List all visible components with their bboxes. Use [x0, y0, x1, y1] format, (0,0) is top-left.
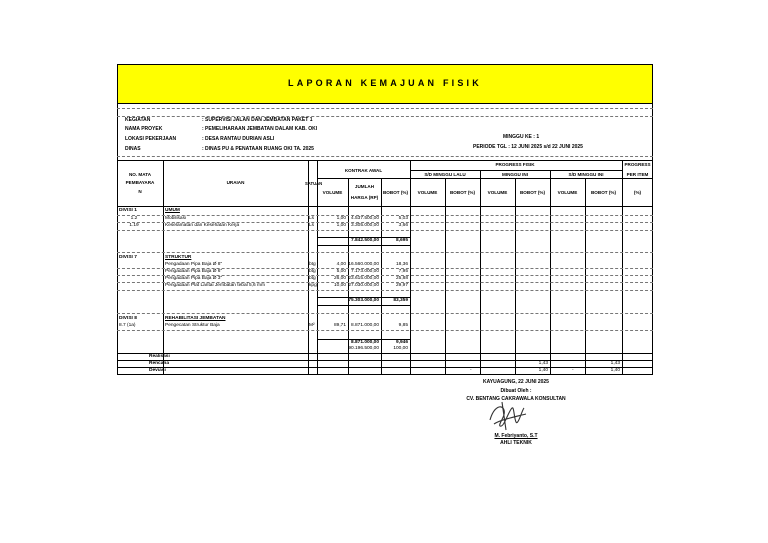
hdr-volume-lalu: VOLUME: [417, 190, 438, 195]
item-uraian: Pengadaan Pipa Baja Ø 8": [165, 262, 223, 267]
item-satuan: btg: [309, 262, 316, 267]
row-line: [117, 330, 653, 331]
row-line: [117, 313, 653, 314]
gridline: [117, 108, 653, 109]
rencana-sd-minggu-ini: 1,43: [610, 361, 620, 366]
item-volume: 1,00: [336, 216, 346, 221]
header-top-line: [117, 160, 653, 161]
col-line: [308, 160, 309, 374]
item-satuan: btg: [309, 276, 316, 281]
col-line: [550, 170, 551, 374]
item-satuan: M²: [309, 323, 315, 328]
deviasi-minggu-ini: 1,40: [538, 368, 548, 373]
hdr-volume-ini: VOLUME: [487, 190, 508, 195]
divisi7-subtotal-harga: 75.303.000,00: [348, 298, 379, 303]
signature-role: AHLI TEKNIK: [500, 440, 532, 446]
item-no: 8.7 (1a): [119, 323, 136, 328]
proyek-label: NAMA PROYEK: [125, 126, 163, 132]
hdr-bobot-ini: BOBOT (%): [519, 190, 545, 195]
item-volume: 1,00: [336, 223, 346, 228]
divisi8-no: DIVISI 8: [119, 316, 137, 321]
item-uraian: Keselamatan dan Kesehatan Kerja: [165, 223, 240, 228]
hdr-sd-minggu-lalu: S/D MINGGU LALU: [424, 172, 466, 177]
kegiatan-label: KEGIATAN: [125, 117, 151, 123]
hdr-volume-sd: VOLUME: [557, 190, 578, 195]
item-harga: 16.560.000,00: [348, 262, 379, 267]
divisi7-name: STRUKTUR: [165, 255, 192, 260]
item-uraian: Pengecatan Struktur Baja: [165, 323, 220, 328]
hdr-sd-minggu-ini: S/D MINGGU INI: [568, 172, 604, 177]
item-volume: 89,71: [333, 323, 346, 328]
subtotal-line: [317, 245, 410, 246]
hdr-progress: PROGRESS: [624, 162, 651, 167]
progress-fisik-line: [410, 170, 622, 171]
kegiatan-value: : SUPERVISI JALAN DAN JEMBATAN PAKET 1: [202, 117, 313, 123]
hdr-jumlah: JUMLAH: [354, 184, 375, 189]
divisi7-subtotal-bobot: 83,359: [393, 298, 408, 303]
item-harga: 23.615.000,00: [348, 276, 379, 281]
item-harga: 3.305.000,00: [350, 223, 379, 228]
hdr-volume: VOLUME: [322, 190, 343, 195]
item-volume: 10,00: [333, 283, 346, 288]
deviasi-dash: -: [470, 368, 472, 373]
periode: PERIODE TGL : 12 JUNI 2025 s/d 22 JUNI 2025: [473, 144, 583, 150]
item-volume: 4,00: [336, 262, 346, 267]
col-line: [163, 160, 164, 374]
gridline: [117, 116, 653, 117]
item-uraian: Pengadaan Pipa Baja Ø 3": [165, 276, 223, 281]
hdr-bobot-sd: BOBOT (%): [590, 190, 616, 195]
item-volume: 26,00: [333, 276, 346, 281]
col-line: [585, 178, 586, 374]
signature-name: M. Febriyanto, S.T: [494, 433, 538, 439]
divisi1-subtotal-harga: 7.842.500,00: [350, 238, 379, 243]
col-line: [445, 178, 446, 374]
signature-scribble-icon: [484, 400, 532, 432]
divisi8-name: REHABILITASI JEMBATAN: [165, 316, 226, 321]
hdr-bobot-lalu: BOBOT (%): [449, 190, 475, 195]
hdr-satuan: SATUAN: [305, 181, 323, 186]
title-bar: [117, 64, 653, 104]
summary-line: [117, 353, 653, 354]
item-harga: 4.537.500,00: [350, 216, 379, 221]
divisi8-subtotal-harga: 8.871.000,00: [350, 340, 379, 345]
item-uraian: Pengadaan Pipa Baja Ø 6": [165, 269, 223, 274]
signature-company: CV. BENTANG CAKRAWALA KONSULTAN: [466, 396, 566, 402]
lokasi-label: LOKASI PEKERJAAN: [125, 136, 177, 142]
subtotal-line: [317, 305, 410, 306]
deviasi-label: Deviasi: [149, 368, 166, 373]
item-satuan: Ls: [309, 223, 315, 228]
item-satuan: Ls: [309, 216, 315, 221]
row-line: [117, 252, 653, 253]
item-bobot: 7,95: [398, 269, 408, 274]
hdr-bobot: BOBOT (%): [382, 190, 408, 195]
item-uraian: Pengadaan Plat Lantai Jembatan tebal 5,6 mm: [165, 283, 266, 288]
item-harga: 27.030.000,00: [348, 283, 379, 288]
hdr-harga: HARGA (RP): [350, 195, 379, 200]
rencana-minggu-ini: 1,43: [538, 361, 548, 366]
item-harga: 8.871.000,00: [350, 323, 379, 328]
signature-made-by: Dibuat Oleh :: [500, 388, 532, 394]
item-volume: 5,00: [336, 269, 346, 274]
item-bobot: 25,88: [395, 276, 408, 281]
item-bobot: 5,03: [398, 216, 408, 221]
item-no: 1.19: [129, 223, 139, 228]
proyek-value: : PEMELIHARAAN JEMBATAN DALAM KAB. OKI: [202, 126, 318, 132]
table-bottom-line: [117, 374, 653, 375]
item-harga: 7.173.000,00: [350, 269, 379, 274]
hdr-uraian: URAIAN: [226, 180, 245, 185]
header-bottom-line: [117, 206, 653, 207]
divisi1-no: DIVISI 1: [119, 208, 137, 213]
gridline: [117, 156, 653, 157]
hdr-minggu-ini: MINGGU INI: [501, 172, 529, 177]
dinas-value: : DINAS PU & PENATAAN RUANG OKI TA. 2025: [202, 146, 314, 152]
item-bobot: 18,36: [395, 262, 408, 267]
item-no: 1.2: [130, 216, 138, 221]
item-bobot: 9,85: [398, 323, 408, 328]
divisi1-subtotal-bobot: 8,695: [395, 238, 408, 243]
hdr-persen: (%): [633, 190, 642, 195]
total-harga: 90.196.500,00: [348, 346, 379, 351]
deviasi-sd-minggu-ini: 1,40: [610, 368, 620, 373]
hdr-pembayaran: PEMBAYARA: [125, 180, 155, 185]
divisi8-subtotal-bobot: 9,946: [395, 340, 408, 345]
realisasi-label: Realisasi: [149, 354, 170, 359]
total-bobot: 100,00: [393, 346, 408, 351]
summary-line: [117, 360, 653, 361]
subheader-line: [317, 178, 653, 179]
col-line: [515, 178, 516, 374]
hdr-progress-fisik: PROGRESS FISIK: [495, 162, 535, 167]
row-line: [117, 230, 653, 231]
item-bobot: 29,97: [395, 283, 408, 288]
item-satuan: kpg: [309, 283, 317, 288]
hdr-n: N: [138, 189, 142, 194]
item-satuan: btg: [309, 269, 316, 274]
rencana-label: Rencana: [149, 361, 169, 366]
report-title: LAPORAN KEMAJUAN FISIK: [288, 78, 482, 88]
divisi1-name: UMUM: [165, 208, 180, 213]
deviasi-dash: -: [572, 368, 574, 373]
signature-place-date: KAYUAGUNG, 22 JUNI 2025: [483, 379, 549, 385]
col-line: [480, 170, 481, 374]
hdr-per-item: PER ITEM: [626, 172, 649, 177]
hdr-kontrak-awal: KONTRAK AWAL: [344, 168, 383, 173]
hdr-no-mata: NO. MATA: [128, 172, 152, 177]
dinas-label: DINAS: [125, 146, 141, 152]
item-bobot: 3,66: [398, 223, 408, 228]
minggu-ke: MINGGU KE : 1: [503, 134, 540, 140]
row-line: [117, 290, 653, 291]
item-uraian: Mobilisasi: [165, 216, 187, 221]
divisi7-no: DIVISI 7: [119, 255, 137, 260]
lokasi-value: : DESA RANTAU DURIAN ASLI: [202, 136, 275, 142]
